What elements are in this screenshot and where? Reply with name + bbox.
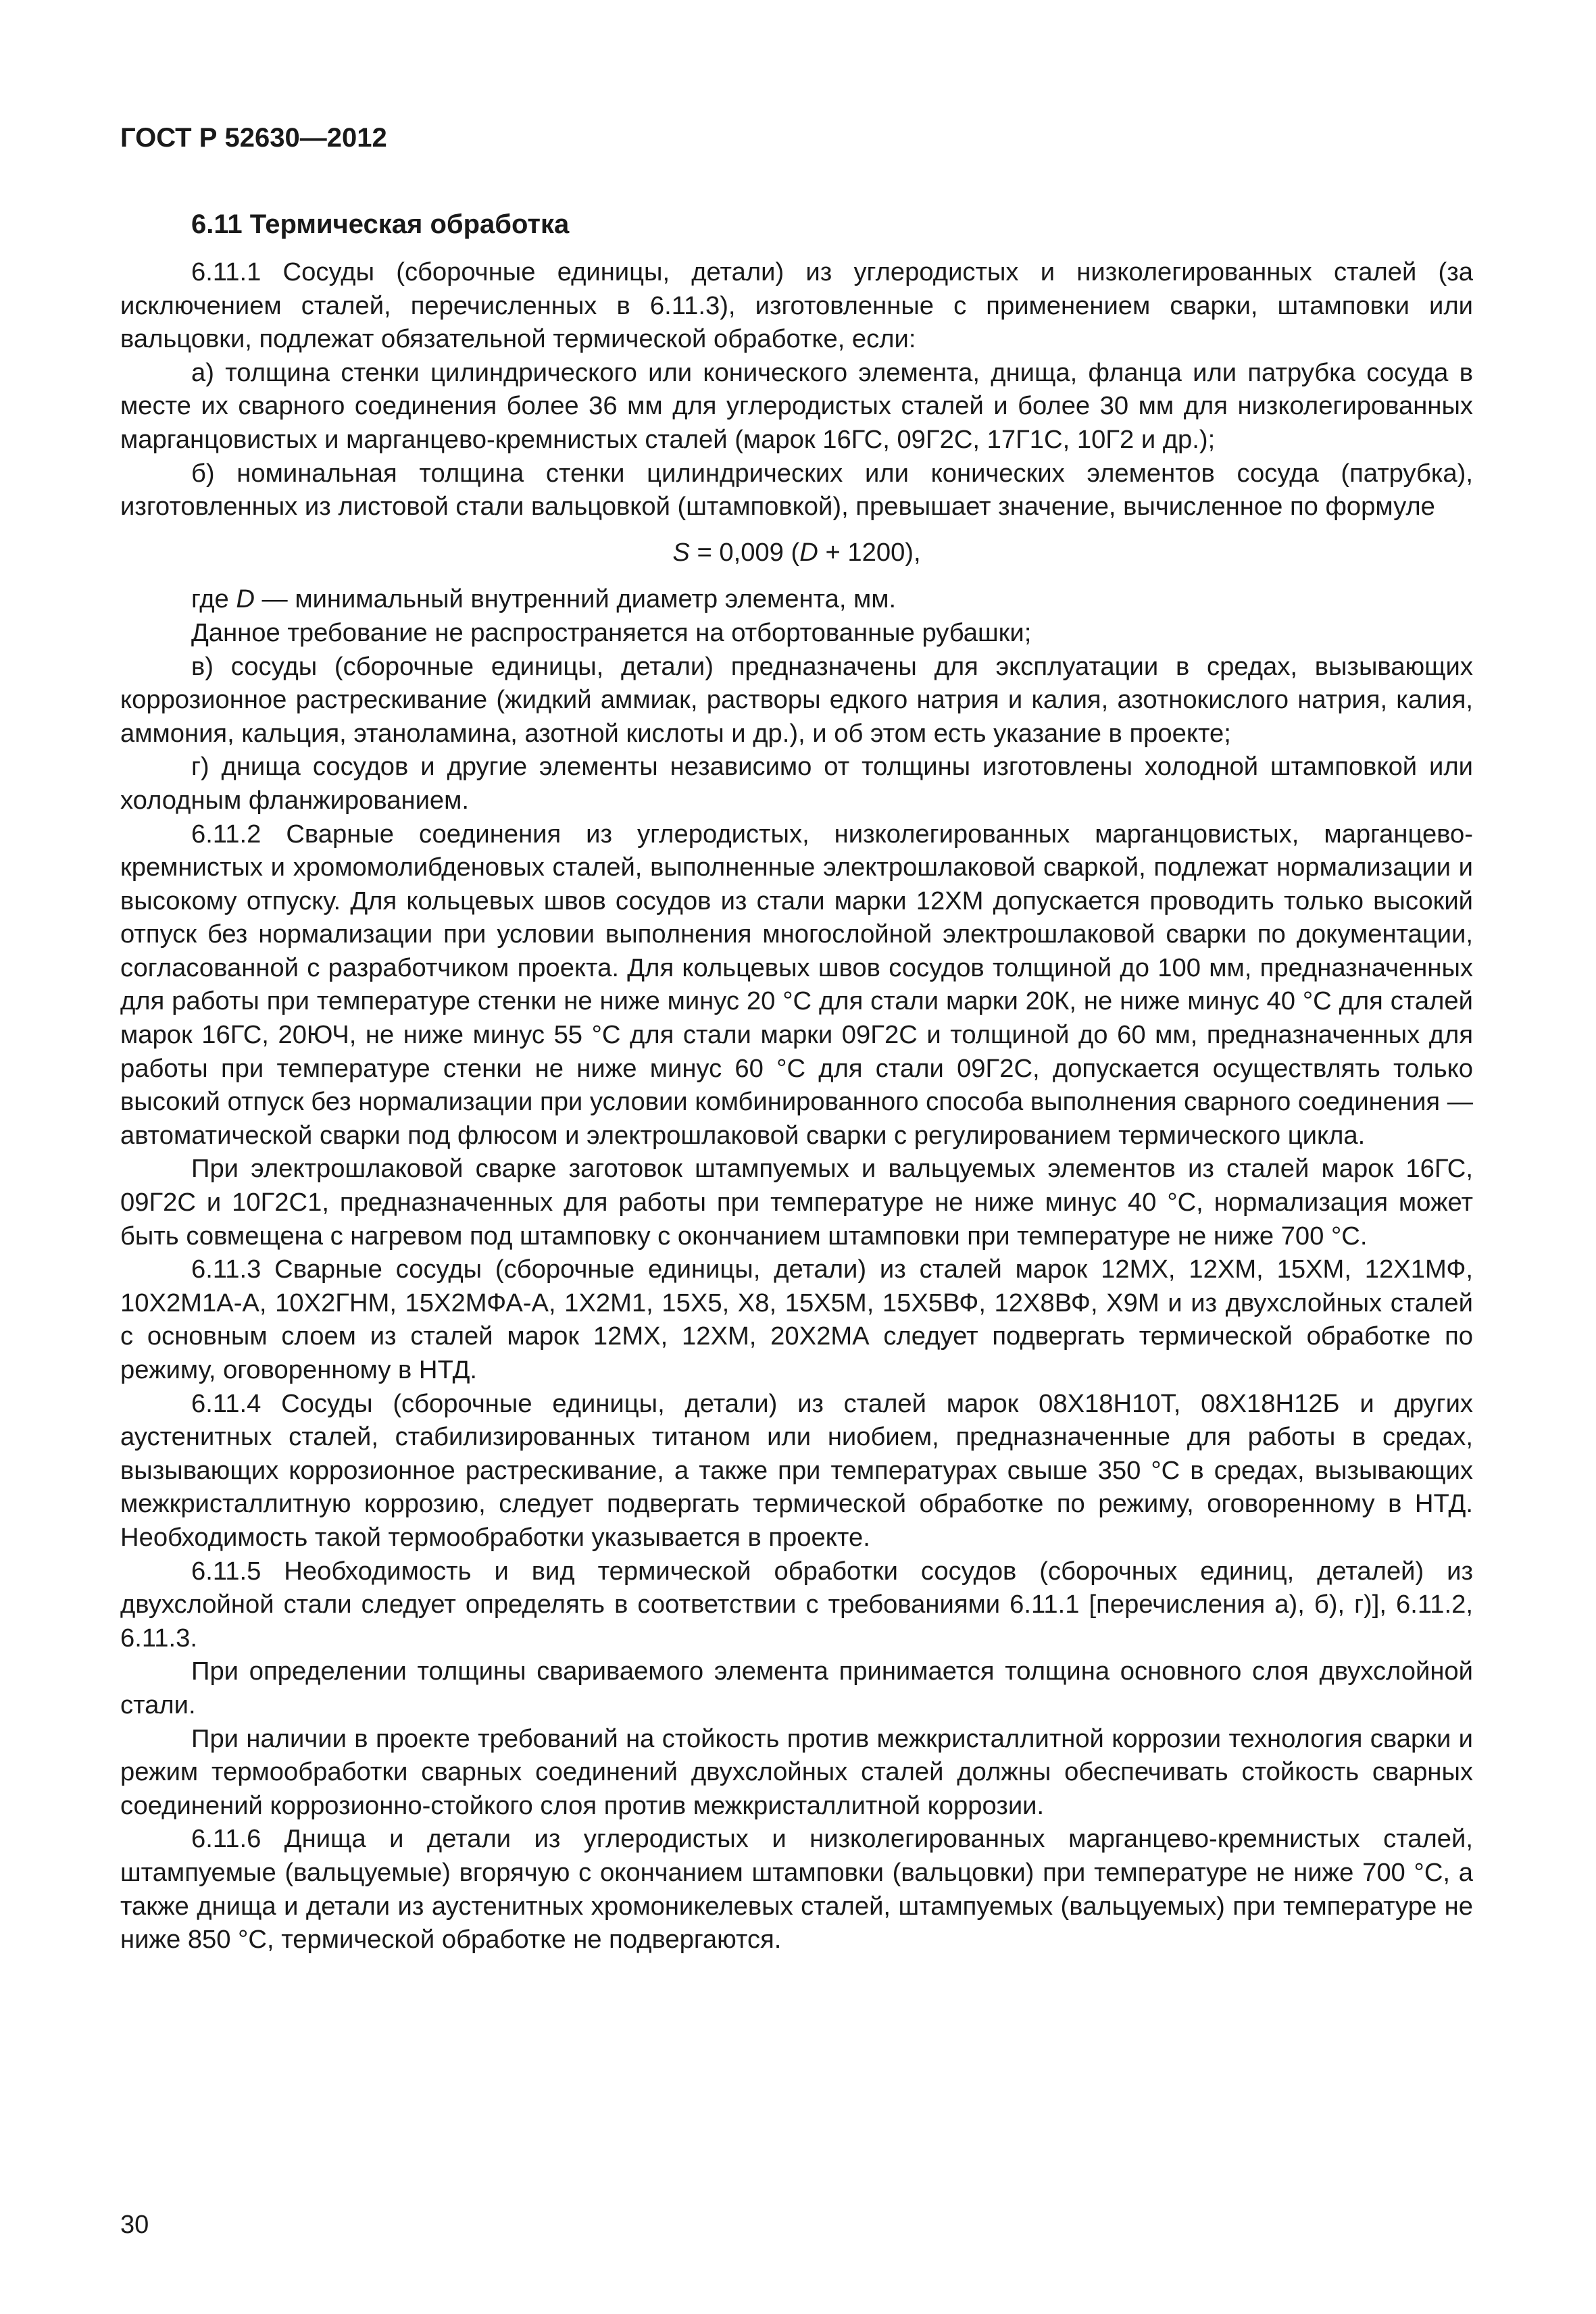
paragraph-6-11-6: 6.11.6 Днища и детали из углеродистых и низколегированных марганцево-кремнистых сталей, штампуемые (вальцуемые) вгорячую с окончанием штамповки (вальцовки) при температуре не ниже 700 °С, а также днища и детали из аустенитных хромоникелевых сталей, штампуемых (вальцуемых) при температуре не ниже 850 °С, термической обработке не подвергаются. [120,1824,1473,1955]
formula-where [120,582,1473,616]
paragraph-item-a: а) толщина стенки цилиндрического или конического элемента, днища, фланца или патрубка сосуда в месте их сварного соединения более 36 мм для углеродистых сталей и более 30 мм для низколегированных марганцовистых и марганцево-кремнистых сталей (марок 16ГС, 09Г2С, 17Г1С, 10Г2 и др.); [120,357,1473,454]
paragraph-6-11-3: 6.11.3 Сварные сосуды (сборочные единицы, детали) из сталей марок 12МХ, 12ХМ, 15ХМ, 12Х1МФ, 10Х2М1А-А, 10Х2ГНМ, 15Х2МФА-А, 1Х2М1, 15Х5, Х8, 15Х5М, 15Х5ВФ, 12Х8ВФ, Х9М и из двухслойных сталей с основным слоем из сталей марок 12МХ, 12ХМ, 20Х2МА следует подвергать термической обработке по режиму, оговоренному в НТД. [120,1255,1473,1384]
paragraph-note: Данное требование не распространяется на отбортованные рубашки; [191,618,1032,647]
paragraph-item-g: г) днища сосудов и другие элементы независимо от толщины изготовлены холодной штамповкой или холодным фланжированием. [120,752,1473,815]
section-title: 6.11 Термическая обработка [191,209,570,239]
paragraph-6-11-2: 6.11.2 Сварные соединения из углеродистых, низколегированных марганцовистых, марганцево-кремнистых и хромомолибденовых сталей, выполненные электрошлаковой сваркой, подлежат нормализации и высокому отпуску. Для кольцевых швов сосудов из стали марки 12ХМ допускается проводить только высокий отпуск без нормализации при условии выполнения многослойной электрошлаковой сварки по документации, согласованной с разработчиком проекта. Для кольцевых швов сосудов толщиной до 100 мм, предназначенных для работы при температуре стенки не ниже минус 20 °С для стали марки 20К, не ниже минус 40 °С для сталей марок 16ГС, 20ЮЧ, не ниже минус 55 °С для стали марки 09Г2С и толщиной до 60 мм, предназначенных для работы при температуре стенки не ниже минус 60 °С для стали 09Г2С, допускается осуществлять только высокий отпуск без нормализации при условии комбинированного способа выполнения сварного соединения — автоматической сварки под флюсом и электрошлаковой сварки с регулированием термического цикла. [120,819,1473,1150]
paragraph-thickness: При определении толщины свариваемого элемента принимается толщина основного слоя двухслойной стали. [120,1657,1473,1719]
formula-var-s: S [672,537,690,567]
page-number: 30 [120,2211,149,2239]
where-prefix: где [191,584,236,614]
paragraph-6-11-1: 6.11.1 Сосуды (сборочные единицы, детали) из углеродистых и низколегированных сталей (за исключением сталей, перечисленных в 6.11.3), изготовленные с применением сварки, штамповки или вальцовки, подлежат обязательной термической обработке, если: [120,257,1473,354]
document-page [120,122,1473,1957]
where-var-d: D [236,584,255,614]
formula-var-d: D [799,537,818,567]
formula [120,536,1473,570]
paragraph-electroslag: При электрошлаковой сварке заготовок штампуемых и вальцуемых элементов из сталей марок 16ГС, 09Г2С и 10Г2С1, предназначенных для работы при температуре не ниже минус 40 °С, нормализация может быть совмещена с нагревом под штамповку с окончанием штамповки при температуре не ниже 700 °С. [120,1154,1473,1251]
formula-tail: + 1200), [818,537,921,567]
paragraph-6-11-4: 6.11.4 Сосуды (сборочные единицы, детали) из сталей марок 08Х18Н10Т, 08Х18Н12Б и других аустенитных сталей, стабилизированных титаном или ниобием, предназначенные для работы в средах, вызывающих коррозионное растрескивание, а также при температурах свыше 350 °С в средах, вызывающих межкристаллитную коррозию, следует подвергать термической обработке по режиму, оговоренному в НТД. Необходимость такой термообработки указывается в проекте. [120,1388,1473,1552]
paragraph-item-b: б) номинальная толщина стенки цилиндрических или конических элементов сосуда (патрубка), изготовленных из листовой стали вальцовкой (штамповкой), превышает значение, вычисленное по формуле [120,458,1473,522]
document-header: ГОСТ Р 52630—2012 [120,123,387,153]
formula-coef: = 0,009 ( [689,537,800,567]
where-text: — минимальный внутренний диаметр элемента, мм. [254,584,897,614]
paragraph-item-v: в) сосуды (сборочные единицы, детали) предназначены для эксплуатации в средах, вызывающих коррозионное растрескивание (жидкий аммиак, растворы едкого натрия и калия, азотнокислого натрия, калия, аммония, кальция, этаноламина, азотной кислоты и др.), и об этом есть указание в проекте; [120,651,1473,748]
paragraph-6-11-5: 6.11.5 Необходимость и вид термической обработки сосудов (сборочных единиц, деталей) из двухслойной стали следует определять в соответствии с требованиями 6.11.1 [перечисления а), б), г)], 6.11.2, 6.11.3. [120,1556,1473,1653]
paragraph-intercrystalline: При наличии в проекте требований на стойкость против межкристаллитной коррозии технология сварки и режим термообработки сварных соединений двухслойных сталей должны обеспечивать стойкость сварных соединений коррозионно-стойкого слоя против межкристаллитной коррозии. [120,1724,1473,1820]
